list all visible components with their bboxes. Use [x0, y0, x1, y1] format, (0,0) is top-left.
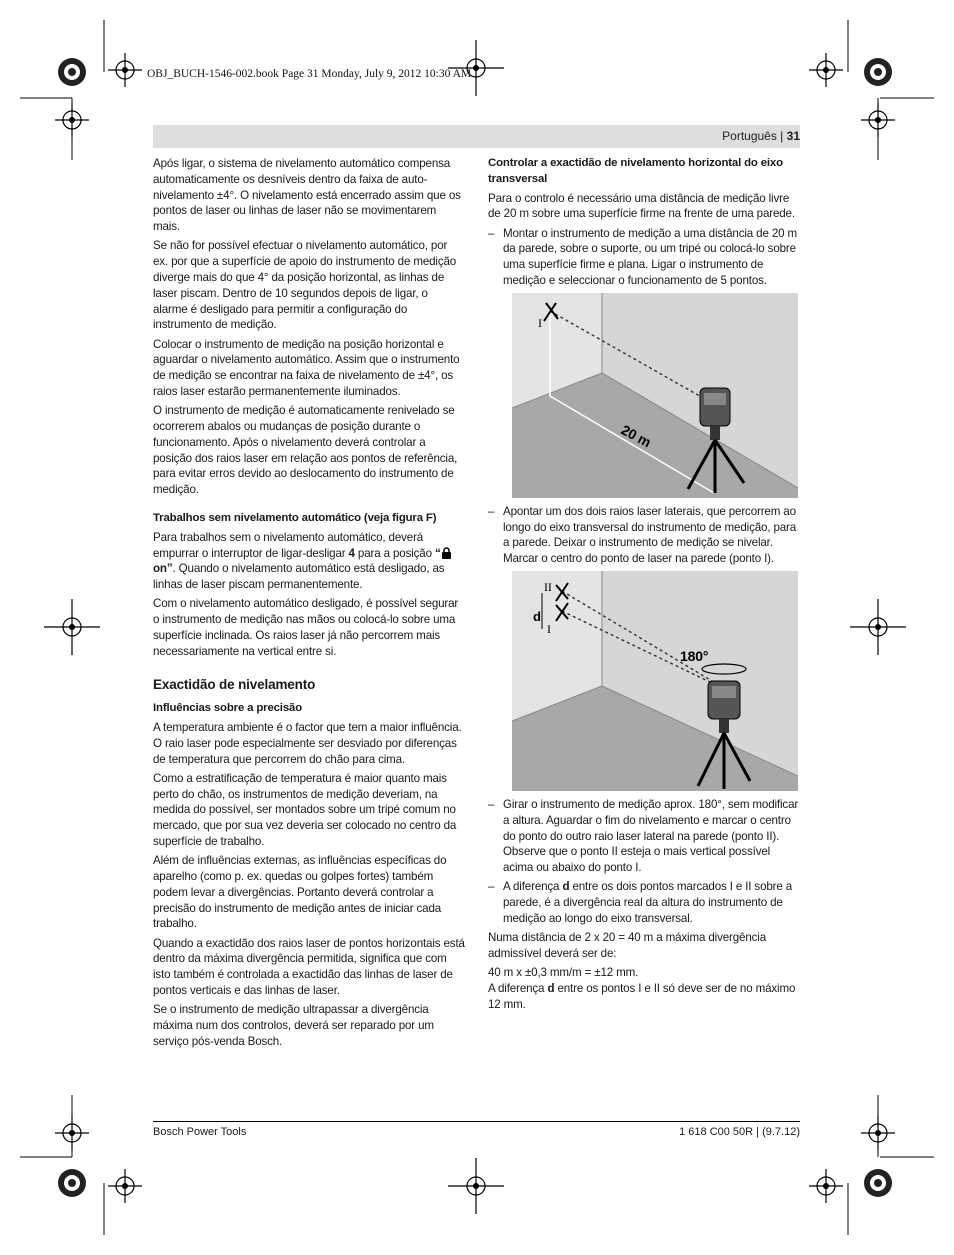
- paragraph: A diferença d entre os pontos I e II só deve ser de no máximo 12 mm.: [488, 981, 796, 1011]
- footer-docnumber: 1 618 C00 50R | (9.7.12): [679, 1126, 800, 1138]
- paragraph: Numa distância de 2 x 20 = 40 m a máxima divergência admissível deverá ser de:: [488, 931, 767, 960]
- paragraph: Além de influências externas, as influências específicas do aparelho (como p. ex. quedas ou golpes fortes) também podem levar a divergências. Portanto deverá controlar a precisão do instrumento de medição antes de iniciar cada trabalho.: [153, 854, 447, 931]
- paragraph: Para o controlo é necessário uma distância de medição livre de 20 m sobre uma superfície firme na frente de uma parede.: [488, 191, 795, 221]
- paragraph: Quando a exactidão dos raios laser de pontos horizontais está dentro da máxima divergência permitida, significa que com isto também é controlada a exactidão das linhas de laser de pontos verticais e das linhas de laser.: [153, 936, 465, 997]
- point-label-II: II: [544, 579, 552, 594]
- list-item: – A diferença d entre os dois pontos marcados I e II sobre a parede, é a divergência real da altura do instrumento de medição ao longo do eixo transversal.: [488, 880, 793, 925]
- point-label-I: I: [538, 315, 542, 330]
- list-item: – Apontar um dos dois raios laser laterais, que percorrem ao longo do eixo transversal do instrumento de medição, para a parede. Deixar o instrumento de medição se nivelar. Marcar o centro do ponto de laser na parede (ponto I).: [488, 504, 797, 566]
- paragraph: Colocar o instrumento de medição na posição horizontal e aguardar o nivelamento automático. Assim que o instrumento de medição se encontrar na faixa de nivelamento de ±4°, os raios laser estarão permanentemente iluminados.: [153, 337, 460, 398]
- figure-setup-20m: [512, 293, 798, 498]
- list-item: – Girar o instrumento de medição aprox. 180°, sem modificar a altura. Aguardar o fim do nivelamento e marcar o centro do ponto do outro raio laser lateral na parede (ponto II). Observe que o ponto II esteja o mais vertical possível acima ou abaixo do ponto I.: [488, 797, 799, 875]
- subheading-manual-mode: Trabalhos sem nivelamento automático (veja figura F): [153, 511, 437, 524]
- paragraph: O instrumento de medição é automaticamente renivelado se ocorrerem abalos ou mudanças de posição durante o funcionamento. Após o nivelamento deverá controlar a posição dos raios laser em relação aos pontos de referência, para evitar erros devido ao deslocamento do instrumento de medição.: [153, 404, 458, 497]
- left-column: [153, 156, 465, 1053]
- subheading-influences: Influências sobre a precisão: [153, 702, 303, 715]
- figure-rotate-180: [512, 571, 798, 791]
- paragraph: Para trabalhos sem o nivelamento automático, deverá empurrar o interruptor de ligar-desligar 4 para a posição “ on”. Quando o nivelamento automático está desligado, as linhas de laser piscam permanentemente.: [153, 530, 465, 593]
- footer-rule: [153, 1121, 800, 1122]
- distance-label: 20 m: [618, 421, 654, 451]
- page-header: Português | 31: [722, 129, 800, 143]
- header-language: Português: [722, 129, 777, 143]
- point-label-I: I: [547, 621, 551, 636]
- footer-brand: Bosch Power Tools: [153, 1126, 247, 1138]
- paragraph: 40 m x ±0,3 mm/m = ±12 mm.: [488, 966, 639, 980]
- paragraph: Se o instrumento de medição ultrapassar a divergência máxima num dos controlos, deverá ser reparado por um serviço pós-venda Bosch.: [153, 1003, 434, 1048]
- right-column: [488, 156, 800, 1016]
- paragraph: Com o nivelamento automático desligado, é possível segurar o instrumento de medição nas mãos ou colocá-lo sobre uma superfície inclinada. Os raios laser já não percorrem mais necessariamente na vertical entre si.: [153, 597, 459, 658]
- paragraph: Como a estratificação de temperatura é maior quanto mais perto do chão, os instrumentos de medição deveriam, na medida do possível, ser montados sobre um tripé comum no mercado, que por sua vez deveria ser colocado no centro da superfície de trabalho.: [153, 771, 457, 849]
- section-heading-accuracy: Exactidão de nivelamento: [153, 677, 316, 693]
- rotation-label: 180°: [680, 647, 709, 664]
- header-bar: [153, 125, 800, 148]
- padlock-icon: [441, 547, 452, 559]
- paragraph: Se não for possível efectuar o nivelamento automático, por ex. por que a superfície de apoio do instrumento de medição diverge mais do que 4° da posição horizontal, as linhas de laser piscam. Dentro de 10 segundos depois de ligar, o alarme é desligado para permitir a configuração do instrumento de medição.: [153, 239, 457, 332]
- page-number: 31: [786, 129, 800, 143]
- paragraph: Após ligar, o sistema de nivelamento automático compensa automaticamente os desníveis dentro da faixa de auto-nivelamento ±4°. O nivelamento está encerrado assim que os pontos de laser ou linhas de laser não se movimentarem mais.: [153, 157, 461, 234]
- paragraph: A temperatura ambiente é o factor que tem a maior influência. O raio laser pode especialmente ser desviado por diferenças de temperatura que percorrem do chão para cima.: [153, 721, 462, 766]
- list-item: – Montar o instrumento de medição a uma distância de 20 m da parede, sobre o suporte, ou um tripé ou colocá-lo sobre uma superfície firme e plana. Ligar o instrumento de medição e seleccionar o funcionamento de 5 pontos.: [488, 226, 797, 287]
- difference-label-d: d: [533, 608, 541, 624]
- print-slug: OBJ_BUCH-1546-002.book Page 31 Monday, July 9, 2012 10:30 AM: [147, 68, 472, 80]
- subheading-transverse-check: Controlar a exactidão de nivelamento horizontal do eixo transversal: [488, 157, 783, 185]
